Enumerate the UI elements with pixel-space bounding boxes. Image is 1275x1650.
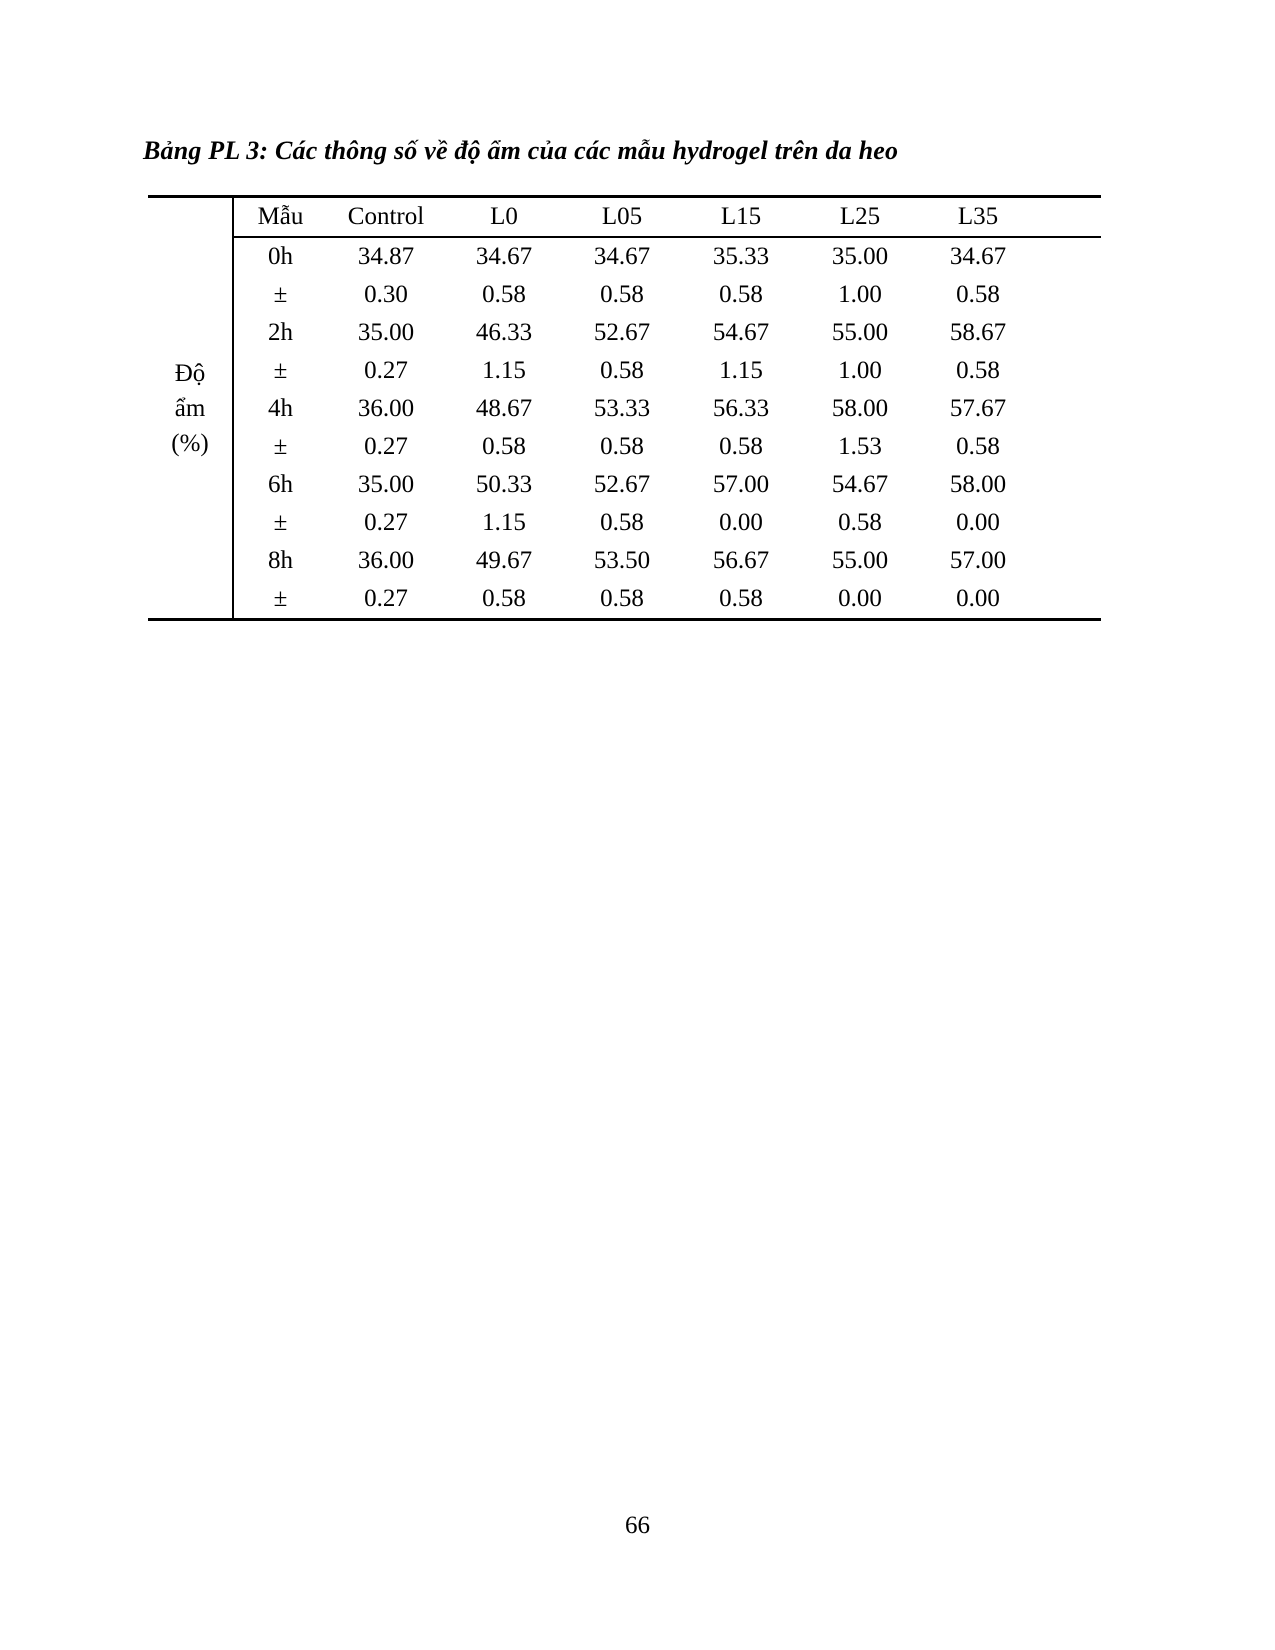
table-cell: 50.33 <box>475 471 533 498</box>
row-label: 0h <box>268 243 293 270</box>
table-row <box>148 390 1101 428</box>
column-header-spacer <box>1037 197 1101 238</box>
table-cell: 0.27 <box>364 357 408 384</box>
moisture-table <box>148 195 1101 621</box>
table-caption: Bảng PL 3: Các thông số về độ ẩm của các mẫu hydrogel trên da heo <box>143 136 899 165</box>
table-cell: 0.58 <box>956 281 1000 308</box>
table-cell: 35.00 <box>357 319 415 346</box>
table-cell: 49.67 <box>475 547 533 574</box>
row-group-label-line3: (%) <box>171 429 209 457</box>
table-cell: 34.67 <box>593 243 651 270</box>
table-row <box>148 237 1101 276</box>
table-row <box>148 580 1101 620</box>
table-cell: 36.00 <box>357 395 415 422</box>
table-cell: 1.15 <box>482 357 526 384</box>
table-cell-spacer <box>1037 276 1101 314</box>
table-cell: 0.58 <box>482 433 526 460</box>
table-cell: 0.58 <box>956 357 1000 384</box>
table-cell: 53.33 <box>593 395 651 422</box>
table-cell: 35.33 <box>712 243 770 270</box>
table-row <box>148 542 1101 580</box>
column-header-control: Control <box>327 197 445 238</box>
table-cell: 0.27 <box>364 509 408 536</box>
table-cell: 52.67 <box>593 319 651 346</box>
table-cell: 1.00 <box>838 281 882 308</box>
table-cell: 34.87 <box>357 243 415 270</box>
table-cell: 55.00 <box>831 547 889 574</box>
table-cell: 0.58 <box>838 509 882 536</box>
table-cell: 0.00 <box>719 509 763 536</box>
table-cell: 0.27 <box>364 585 408 612</box>
table-cell: 36.00 <box>357 547 415 574</box>
column-header-l05: L05 <box>563 197 681 238</box>
table-cell: 1.15 <box>719 357 763 384</box>
table-row <box>148 428 1101 466</box>
table-cell-spacer <box>1037 237 1101 276</box>
row-group-label-line2: ẩm <box>174 394 206 422</box>
table-cell: 55.00 <box>831 319 889 346</box>
table-cell: 57.67 <box>949 395 1007 422</box>
row-label: 4h <box>268 395 293 422</box>
row-label: ± <box>273 509 288 536</box>
table-header-row <box>148 197 1101 238</box>
table-cell: 34.67 <box>949 243 1007 270</box>
column-header-l15: L15 <box>681 197 801 238</box>
table-cell: 34.67 <box>475 243 533 270</box>
table-cell-spacer <box>1037 352 1101 390</box>
row-label: ± <box>273 433 288 460</box>
row-group-label-line1: Độ <box>174 359 206 387</box>
table-cell: 0.58 <box>600 585 644 612</box>
table-cell: 0.58 <box>719 585 763 612</box>
table-row <box>148 276 1101 314</box>
table-cell: 0.00 <box>956 509 1000 536</box>
table-cell-spacer <box>1037 466 1101 504</box>
table-cell: 56.33 <box>712 395 770 422</box>
table-cell: 58.00 <box>949 471 1007 498</box>
table-cell: 0.58 <box>956 433 1000 460</box>
row-label: 2h <box>268 319 293 346</box>
row-label: ± <box>273 357 288 384</box>
row-label: ± <box>273 585 288 612</box>
table-cell-spacer <box>1037 542 1101 580</box>
table-cell-spacer <box>1037 504 1101 542</box>
table-cell: 57.00 <box>949 547 1007 574</box>
table-cell: 35.00 <box>831 243 889 270</box>
column-header-l35: L35 <box>919 197 1037 238</box>
table-cell: 48.67 <box>475 395 533 422</box>
table-cell: 1.00 <box>838 357 882 384</box>
table-cell: 58.00 <box>831 395 889 422</box>
table-cell-spacer <box>1037 428 1101 466</box>
table-cell: 0.58 <box>719 433 763 460</box>
table-cell: 35.00 <box>357 471 415 498</box>
table-cell-spacer <box>1037 580 1101 620</box>
row-label: ± <box>273 281 288 308</box>
table-cell: 54.67 <box>831 471 889 498</box>
table-cell: 0.00 <box>838 585 882 612</box>
table-row <box>148 352 1101 390</box>
table-cell: 1.15 <box>482 509 526 536</box>
page-number: 66 <box>625 1512 650 1539</box>
table-cell: 56.67 <box>712 547 770 574</box>
table-cell: 0.27 <box>364 433 408 460</box>
table-row <box>148 314 1101 352</box>
table-cell-spacer <box>1037 390 1101 428</box>
column-header-l0: L0 <box>445 197 563 238</box>
table-cell: 0.58 <box>600 357 644 384</box>
table-cell: 0.58 <box>600 433 644 460</box>
table-cell: 46.33 <box>475 319 533 346</box>
table-cell: 0.58 <box>600 281 644 308</box>
table-cell: 0.58 <box>719 281 763 308</box>
table-cell: 58.67 <box>949 319 1007 346</box>
table-cell: 0.30 <box>364 281 408 308</box>
column-header-mau: Mẫu <box>233 197 327 238</box>
table-cell: 0.58 <box>600 509 644 536</box>
table-cell: 52.67 <box>593 471 651 498</box>
table-cell: 0.58 <box>482 585 526 612</box>
row-label: 8h <box>268 547 293 574</box>
table-cell: 57.00 <box>712 471 770 498</box>
table-cell: 1.53 <box>838 433 882 460</box>
table-cell: 54.67 <box>712 319 770 346</box>
table-cell-spacer <box>1037 314 1101 352</box>
table-cell: 0.00 <box>956 585 1000 612</box>
row-label: 6h <box>268 471 293 498</box>
table-cell: 0.58 <box>482 281 526 308</box>
table-row <box>148 466 1101 504</box>
table-cell: 53.50 <box>593 547 651 574</box>
row-group-label <box>148 197 233 620</box>
column-header-l25: L25 <box>801 197 919 238</box>
table-row <box>148 504 1101 542</box>
